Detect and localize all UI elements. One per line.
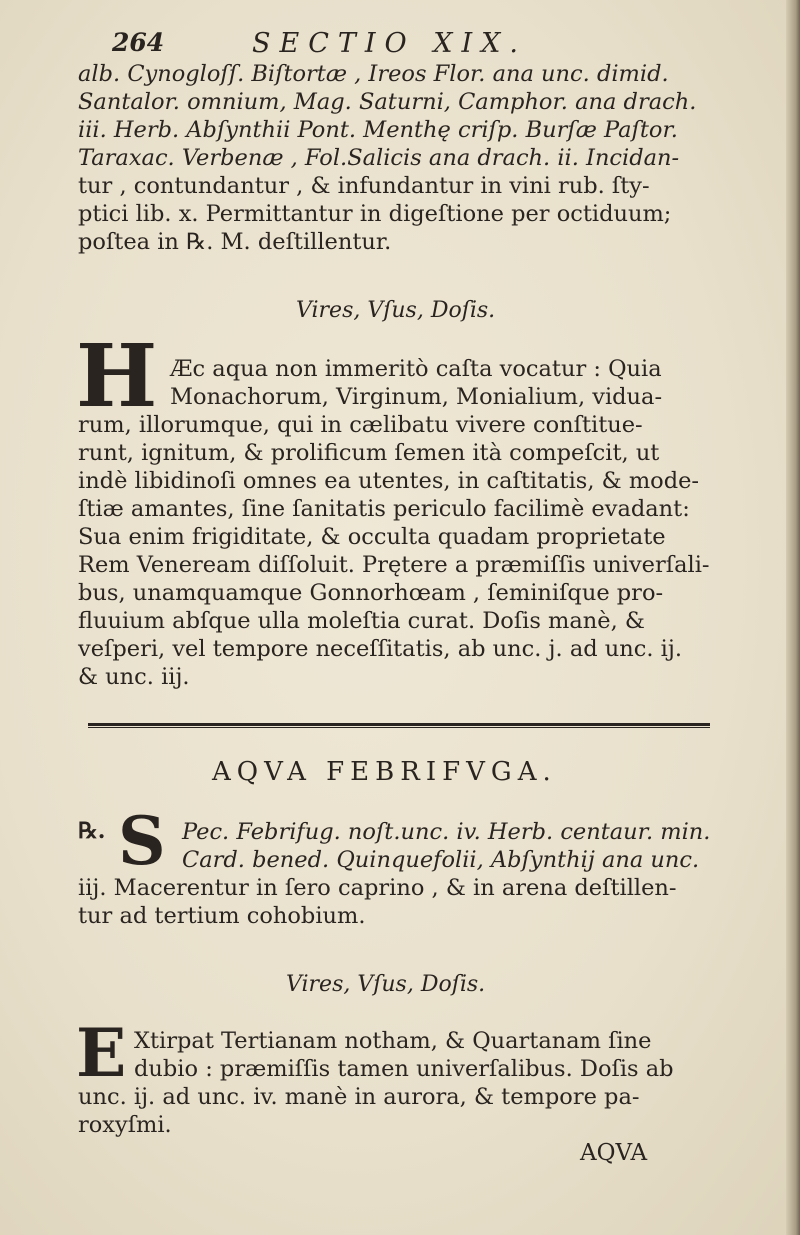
text-line: fluuium abſque ulla moleſtia curat. Doſis manè, & [78, 608, 645, 634]
page-edge [786, 0, 800, 1235]
drop-cap: S [118, 802, 166, 880]
text-line: runt, ignitum, & prolificum ſemen ità compeſcit, ut [78, 440, 660, 466]
text-line: & unc. iij. [78, 664, 190, 690]
text-line: tur , contundantur , & infundantur in vini rub. ſty- [78, 173, 650, 199]
text-line: Pec. Febrifug. noſt.unc. iv. Herb. centaur. min. [182, 819, 711, 845]
text-line: unc. ij. ad unc. iv. manè in aurora, & tempore pa- [78, 1084, 640, 1110]
text-line: Monachorum, Virginum, Monialium, vidua- [170, 384, 663, 410]
text-line: Rem Veneream diſſoluit. Prętere a præmiſſis univerſali- [78, 552, 710, 578]
text-line: ſtiæ amantes, ſine ſanitatis periculo facilimè evadant: [78, 496, 690, 522]
text-line: Æc aqua non immeritò caſta vocatur : Quia [170, 356, 662, 382]
drop-cap: H [76, 326, 158, 427]
text-line: indè libidinoſi omnes ea utentes, in caſtitatis, & mode- [78, 468, 700, 494]
text-line: roxyſmi. [78, 1112, 172, 1138]
text-line: dubio : præmiſſis tamen univerſalibus. Doſis ab [134, 1056, 674, 1082]
text-line: ptici lib. x. Permittantur in digeſtione per octiduum; [78, 201, 672, 227]
text-line: iij. Macerentur in ſero caprino , & in arena deſtillen- [78, 875, 677, 901]
text-line: Card. bened. Quinquefolii, Abſynthij ana unc. [182, 847, 700, 873]
recipe-symbol: ℞. [78, 818, 106, 844]
page-number: 264 [112, 28, 165, 57]
text-line: Xtirpat Tertianam notham, & Quartanam ſine [134, 1028, 652, 1054]
text-line: Santalor. omnium, Mag. Saturni, Camphor. ana drach. [78, 89, 697, 115]
text-line: rum, illorumque, qui in cælibatu vivere conſtitue- [78, 412, 643, 438]
section-divider [88, 723, 710, 728]
text-line: iii. Herb. Abſynthii Pont. Menthę criſp. Burſæ Paſtor. [78, 117, 678, 143]
text-line: alb. Cynogloſſ. Biſtortæ , Ireos Flor. ana unc. dimid. [78, 61, 669, 87]
text-line: tur ad tertium cohobium. [78, 903, 366, 929]
running-head: SECTIO XIX. [252, 28, 527, 59]
text-line: Sua enim frigiditate, & occulta quadam proprietate [78, 524, 666, 550]
text-line: bus, unamquamque Gonnorhœam , ſeminiſque pro- [78, 580, 664, 606]
subheading: Vires, Vſus, Doſis. [296, 298, 496, 323]
text-line: veſperi, vel tempore neceſſitatis, ab unc. j. ad unc. ij. [78, 636, 683, 662]
section-title: AQVA FEBRIFVGA. [212, 757, 557, 787]
subheading: Vires, Vſus, Doſis. [286, 972, 486, 997]
text-line: Taraxac. Verbenæ , Fol.Salicis ana drach. ii. Incidan- [78, 145, 680, 171]
drop-cap: E [76, 1014, 127, 1092]
catchword: AQVA [580, 1140, 648, 1166]
text-line: poſtea in ℞. M. deſtillentur. [78, 229, 392, 255]
page-header [112, 28, 672, 60]
